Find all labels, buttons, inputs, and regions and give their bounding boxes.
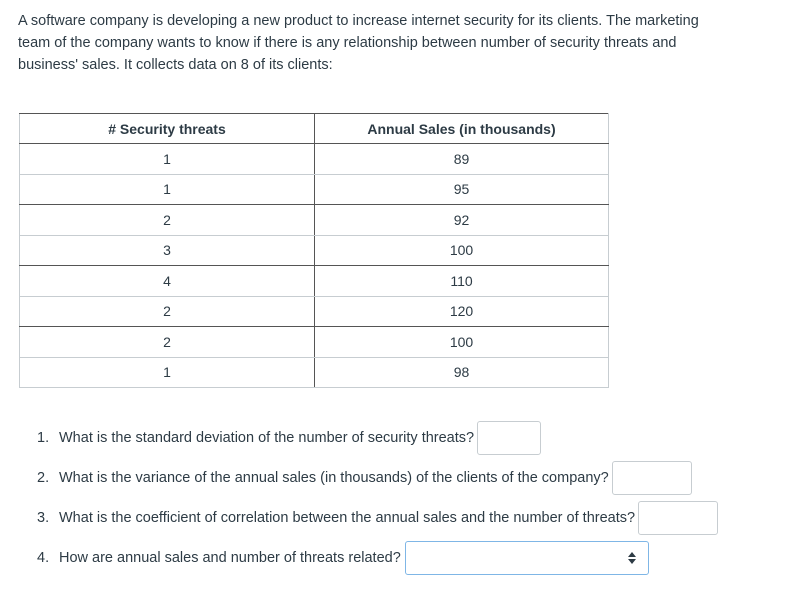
table-row xyxy=(20,357,609,388)
relationship-select[interactable] xyxy=(405,541,649,575)
intro-line: business' sales. It collects data on 8 of its clients: xyxy=(18,57,333,73)
cell-sales: 95 xyxy=(315,174,609,205)
cell-threats: 3 xyxy=(20,235,315,266)
question-number: 1. xyxy=(37,430,50,446)
cell-sales: 92 xyxy=(315,205,609,236)
table-row xyxy=(20,174,609,205)
question-item xyxy=(37,538,718,578)
std-dev-answer-input[interactable] xyxy=(477,421,541,455)
question-number: 3. xyxy=(37,510,50,526)
table-row xyxy=(20,235,609,266)
question-item xyxy=(37,498,718,538)
question-text: What is the standard deviation of the number of security threats? xyxy=(59,430,475,446)
cell-threats: 2 xyxy=(20,205,315,236)
cell-threats: 2 xyxy=(20,296,315,327)
problem-statement xyxy=(18,10,778,76)
column-header-threats: # Security threats xyxy=(20,114,315,144)
cell-sales: 89 xyxy=(315,144,609,175)
cell-threats: 1 xyxy=(20,357,315,388)
table-header-row xyxy=(20,114,609,144)
question-item xyxy=(37,458,718,498)
question-text: What is the variance of the annual sales (in thousands) of the clients of the company? xyxy=(59,470,609,486)
question-item xyxy=(37,418,718,458)
question-number: 2. xyxy=(37,470,50,486)
data-table xyxy=(19,113,609,388)
up-down-arrow-icon xyxy=(628,552,636,564)
table-row xyxy=(20,266,609,297)
cell-threats: 1 xyxy=(20,144,315,175)
cell-threats: 1 xyxy=(20,174,315,205)
cell-threats: 4 xyxy=(20,266,315,297)
cell-sales: 120 xyxy=(315,296,609,327)
table-row xyxy=(20,327,609,358)
table-row xyxy=(20,144,609,175)
cell-sales: 100 xyxy=(315,327,609,358)
table-row xyxy=(20,296,609,327)
cell-sales: 110 xyxy=(315,266,609,297)
cell-threats: 2 xyxy=(20,327,315,358)
cell-sales: 98 xyxy=(315,357,609,388)
cell-sales: 100 xyxy=(315,235,609,266)
question-text: What is the coefficient of correlation between the annual sales and the number of threats? xyxy=(59,510,636,526)
table-row xyxy=(20,205,609,236)
column-header-sales: Annual Sales (in thousands) xyxy=(315,114,609,144)
variance-answer-input[interactable] xyxy=(612,461,692,495)
correlation-answer-input[interactable] xyxy=(638,501,718,535)
question-number: 4. xyxy=(37,550,50,566)
question-text: How are annual sales and number of threats related? xyxy=(59,550,401,566)
question-list xyxy=(37,418,718,578)
intro-line: team of the company wants to know if there is any relationship between number of security threats and xyxy=(18,35,677,51)
intro-line: A software company is developing a new product to increase internet security for its clients. The marketing xyxy=(18,13,699,29)
